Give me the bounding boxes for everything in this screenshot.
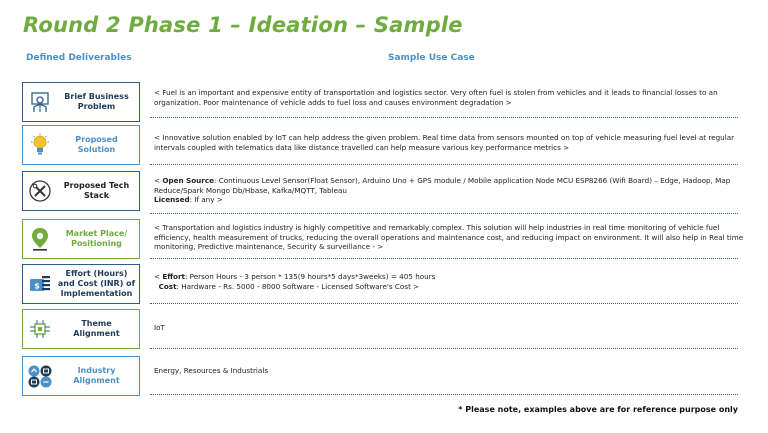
effort-label: Effort [162, 272, 185, 281]
deliverable-label: Effort (Hours) and Cost (INR) of Implementation [57, 269, 136, 298]
deliverable-label: Proposed Tech Stack [63, 181, 130, 200]
use-case-header: Sample Use Case [388, 53, 475, 63]
industry-grid-icon [23, 357, 57, 395]
deliverable-proposed-solution [22, 125, 140, 165]
deliverable-label: Theme Alignment [73, 319, 120, 338]
deliverable-effort-cost [22, 264, 140, 304]
use-case-text: < Fuel is an important and expensive entity of transportation and logistics sector. Very often fuel is stolen from vehicles and it leads to financial losses to an organization. Poor maintenance of vehicle adds to fuel loss and causes environment degradation > [154, 88, 718, 107]
cost-label: Cost [158, 281, 177, 291]
location-pin-icon [23, 220, 57, 258]
licensed-label: Licensed [154, 195, 190, 205]
tools-icon [23, 172, 57, 210]
row-separator [150, 394, 738, 395]
business-person-icon [23, 83, 57, 121]
deliverable-tech-stack [22, 171, 140, 211]
use-case-text: IoT [154, 323, 165, 332]
row-separator [150, 164, 738, 165]
deliverable-label: Proposed Solution [75, 135, 118, 154]
use-case-text: < Innovative solution enabled by IoT can help address the given problem. Real time data from sensors mounted on top of vehicle measuring fuel level at regular intervals coupled with telematics data like distance travelled can help measure various key performance metrics > [154, 133, 735, 152]
deliverable-brief-business-problem [22, 82, 140, 122]
page-title: Round 2 Phase 1 – Ideation – Sample [23, 13, 463, 37]
reference-note: * Please note, examples above are for reference purpose only [458, 405, 738, 414]
circuit-chip-icon [23, 310, 57, 348]
use-case-text: < Open Source: Continuous Level Sensor(Float Sensor), Arduino Uno + GPS module / Mobile application Node MCU ESP8266 (Wifi Board) – Edge, Hadoop, Map Reduce/Spark Mongo Db/Hbase, Kafka/MQTT, Tableau Licensed: If any > [154, 176, 731, 205]
deliverable-label: Brief Business Problem [64, 92, 129, 111]
use-case-text: < Effort: Person Hours - 3 person * 135(9 hours*5 days*3weeks) = 405 hours Cost: Hardware - Rs. 5000 - 8000 Software - Licensed Software's Cost > [154, 272, 436, 291]
lightbulb-icon [23, 126, 57, 164]
use-case-text: Energy, Resources & Industrials [154, 366, 269, 375]
use-case-text: < Transportation and logistics industry is highly competitive and remarkably complex. This solution will help industries in real time monitoring of vehicle fuel efficiency, health measurement of trucks, reducing the overall operations and maintenance cost, and reducing impact on environment. It will also help in Real time monitoring, Predictive maintenance, Security & surveillance - > [154, 223, 744, 252]
deliverable-industry-alignment [22, 356, 140, 396]
deliverable-theme-alignment [22, 309, 140, 349]
row-separator [150, 348, 738, 349]
row-separator [150, 258, 738, 259]
row-separator [150, 213, 738, 214]
deliverable-label: Industry Alignment [73, 366, 120, 385]
svg-text:$: $ [34, 281, 40, 291]
row-separator [150, 303, 738, 304]
deliverable-label: Market Place/ Positioning [65, 229, 128, 248]
open-source-label: Open Source [162, 176, 214, 185]
money-stack-icon [23, 265, 57, 303]
deliverable-market-place [22, 219, 140, 259]
deliverables-header: Defined Deliverables [26, 53, 132, 63]
row-separator [150, 117, 738, 118]
